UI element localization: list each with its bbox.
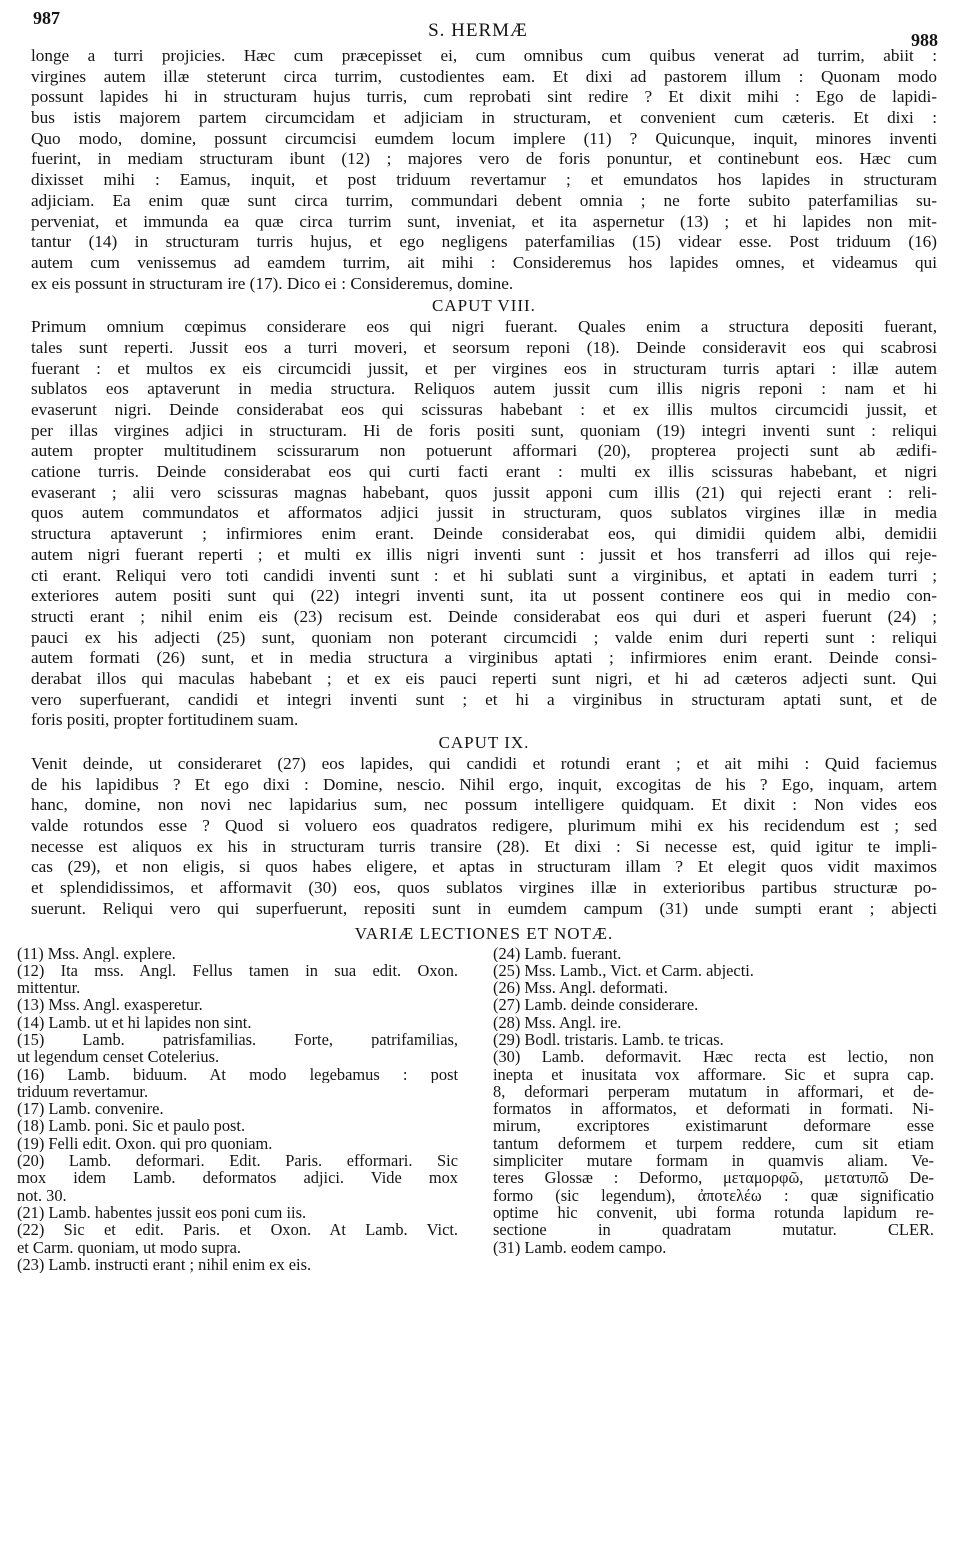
note-line: (11) Mss. Angl. explere. — [17, 944, 176, 962]
note-line: (22) Sic et edit. Paris. et Oxon. At Lamb. Vict. — [17, 1221, 458, 1239]
notes-section — [17, 944, 937, 1325]
note-line: (15) Lamb. patrisfamilias. Forte, patrifamilias, — [17, 1030, 458, 1049]
text-line: fuerant : et multos ex eis circumcidi jussit, et per virgines eos in structuram turris aptari : illæ autem — [31, 358, 937, 378]
text-line: virgines autem illæ steterunt circa turrim, custodientes eam. Et dixi ad pastorem illum : Quonam modo — [31, 66, 937, 86]
text-line: derabat illos qui maculas habebant ; et ex eis pauci reperti sunt nigri, et hi ad cæteros adjecti sunt. Qui — [31, 668, 937, 688]
note-line: (25) Mss. Lamb., Vict. et Carm. abjecti. — [493, 961, 754, 980]
note-line: formatos in afformatos, et deformati in formati. Ni- — [493, 1100, 934, 1118]
text-line: pauci ex his adjecti (25) sunt, quoniam non poterant circumcidi ; valde enim duri reperti sunt : reliqui — [31, 627, 937, 647]
chapter-8-heading: CAPUT VIII. — [432, 296, 536, 316]
page-number-right: 988 — [911, 30, 938, 50]
note-line: (16) Lamb. biduum. At modo legebamus : post — [17, 1065, 458, 1083]
text-line: fuerint, in mediam structuram ibunt (12) ; majores vero de foris ponuntur, et continebunt eos. Hæc cum — [31, 149, 937, 169]
note-line: (23) Lamb. instructi erant ; nihil enim ex eis. — [17, 1255, 312, 1274]
text-line: structi erant ; nihil enim eis (23) recisum est. Deinde considerabat eos qui duri et asperi fuerunt (24) ; — [31, 606, 937, 626]
text-line: suerunt. Reliqui vero qui superfuerunt, repositi sunt in eumdem campum (31) unde sumpti erant ; abjecti — [31, 898, 937, 918]
note-line: mox idem Lamb. deformatos adjici. Vide mox — [17, 1169, 458, 1187]
running-title: S. HERMÆ — [428, 20, 528, 41]
note-line: (27) Lamb. deinde considerare. — [493, 996, 699, 1014]
text-line: quos autem commundatos et afformatos adjici jussit in structuram, quos sublatos virgines illæ in media — [31, 503, 937, 523]
intro-paragraph — [31, 46, 937, 294]
text-line: Quo modo, domine, possunt circumcisi eumdem locum implere (11) ? Quicunque, inquit, minores inventi — [31, 128, 937, 148]
note-line: optime hic convenit, ubi forma rotunda lapidum re- — [493, 1203, 934, 1222]
text-line: structura aptaverunt ; infirmiores enim erant. Deinde considerabat eos, qui dimidii quidem albi, demidii — [31, 524, 937, 544]
text-line: autem propter multitudinem scissurarum non potuerunt afformari (20), propterea projecti sunt ab ædifi- — [31, 441, 937, 461]
chapter-9-heading: CAPUT IX. — [438, 733, 530, 752]
note-line: triduum revertamur. — [17, 1082, 149, 1101]
note-line: (12) Ita mss. Angl. Fellus tamen in sua edit. Oxon. — [17, 961, 458, 980]
chapter-9-paragraph — [31, 754, 937, 920]
text-line: cas (29), et non eligis, si quos habes eligere, et aptas in structuram illam ? Et elegit quos vidit maximos — [31, 857, 937, 877]
text-line: sublatos eos aptaverunt in media structura. Reliquos autem jussit cum illis nigris reponi : nam et hi — [31, 379, 937, 399]
text-line: adjiciam. Ea enim quæ sunt circa turrim, commundari debent omnia ; ne forte subito paterfamilias su- — [31, 190, 937, 210]
note-line: (30) Lamb. deformavit. Hæc recta est lectio, non — [493, 1048, 934, 1066]
note-line: formo (sic legendum), ἀποτελέω : quæ significatio — [493, 1186, 934, 1204]
text-line: Primum omnium cœpimus considerare eos qui nigri fuerant. Quales enim a structura depositi fuerant, — [31, 317, 937, 337]
text-line: valde rotundos esse ? Quod si voluero eos quadratos redigere, plurimum mihi ex his recidendum est ; sed — [31, 816, 937, 836]
text-line: de his lapidibus ? Et ego dixi : Domine, nescio. Nihil ergo, inquit, excogitas de his ? Ego, inquam, artem — [31, 774, 937, 794]
text-line: tantur (14) in structuram turris hujus, et ego negligens paterfamilias (15) videar esse. Post triduum (16) — [31, 232, 937, 252]
note-line: inepta et inusitata vox afformare. Sic et supra cap. — [493, 1065, 934, 1083]
note-line: mittentur. — [17, 979, 81, 997]
note-line: (26) Mss. Angl. deformati. — [493, 979, 668, 997]
notes-left-column — [17, 945, 458, 1274]
notes-heading: VARIÆ LECTIONES ET NOTÆ. — [354, 923, 614, 943]
text-line: catione turris. Deinde considerabat eos qui curti facti erant : multi ex illis scissuras habebant, et nigri — [31, 462, 937, 482]
note-line: (24) Lamb. fuerant. — [493, 944, 622, 962]
text-line: perveniat, et immunda ea quæ circa turrim sunt, inveniat, et ita aspernetur (13) ; et hi lapides non mit- — [31, 211, 937, 231]
text-line: evaserunt nigri. Deinde considerabat eos qui scissuras habebant : et ex illis multos circumcidi jussit, et — [31, 400, 937, 419]
text-line: dixisset mihi : Eamus, inquit, et post triduum revertamur ; et emundatos hos lapides in structuram — [31, 170, 937, 190]
text-line: necesse est aliquos ex his in structuram turris transire (28). Et dixi : Si necesse est, quid igitur te impli- — [31, 836, 937, 856]
text-line: Venit deinde, ut consideraret (27) eos lapides, qui candidi et rotundi erant ; et ait mihi : Quid faciemus — [31, 754, 937, 773]
text-line: autem nigri fuerant reperti ; et multi ex illis nigri inventi sunt : jussit et hos transferri ad illos qui reje- — [31, 544, 937, 564]
note-line: not. 30. — [17, 1186, 67, 1204]
text-line: hanc, domine, non novi nec lapidarius sum, nec possum intelligere quidquam. Et dixit : Non vides eos — [31, 795, 937, 815]
note-line: (17) Lamb. convenire. — [17, 1100, 164, 1118]
text-line: bus istis majorem partem circumcidam et adjiciam in structuram, et convenient cum cæteris. Et dixi : — [31, 108, 937, 128]
text-line: et splendidissimos, et afformavit (30) eos, quos sublatos virgines illæ in exterioribus partibus structuræ po- — [31, 878, 937, 898]
note-line: (14) Lamb. ut et hi lapides non sint. — [17, 1013, 252, 1031]
note-line: (21) Lamb. habentes jussit eos poni cum iis. — [17, 1203, 307, 1222]
note-line: tantum deformem et turpem reddere, cum sit etiam — [493, 1134, 934, 1153]
note-line: 8, deformari perperam mutatum in afformari, et de- — [493, 1082, 934, 1101]
note-line: simpliciter mutare formam in quamvis aliam. Ve- — [493, 1152, 934, 1170]
note-line: (28) Mss. Angl. ire. — [493, 1013, 622, 1031]
note-line: mirum, excriptores existimarunt deformare esse — [493, 1117, 934, 1135]
text-line: autem formati (26) sunt, et in media structura a virginibus aptati ; infirmiores enim erant. Deinde consi- — [31, 648, 937, 668]
note-line: et Carm. quoniam, ut modo supra. — [17, 1238, 241, 1256]
note-line: teres Glossæ : Deformo, μεταμορφῶ, μετατυπῶ De- — [493, 1169, 934, 1187]
note-line: ut legendum censet Cotelerius. — [17, 1048, 220, 1066]
text-line: possunt lapides hi in structuram hujus turris, cum reprobati sint redire ? Et dixit mihi : Ego de lapidi- — [31, 87, 937, 107]
chapter-8-paragraph — [31, 317, 937, 731]
note-line: (19) Felli edit. Oxon. qui pro quoniam. — [17, 1134, 273, 1153]
note-line: (31) Lamb. eodem campo. — [493, 1238, 667, 1256]
note-line: (13) Mss. Angl. exasperetur. — [17, 996, 203, 1014]
text-line: cti erant. Reliqui vero toti candidi inventi sunt : et hi sublati sunt a virginibus, et aptati in eadem turri ; — [31, 565, 937, 585]
notes-right-column — [493, 945, 934, 1256]
note-line: (29) Bodl. tristaris. Lamb. te tricas. — [493, 1030, 724, 1049]
main-text — [17, 46, 937, 1325]
text-line: evaserant ; alii vero scissuras magnas habebant, quos jussit apponi cum illis (21) qui rejecti erant : reli- — [31, 482, 937, 502]
page-number-left: 987 — [33, 8, 60, 28]
note-line: sectione in quadratam mutatur. CLER. — [493, 1221, 934, 1239]
note-line: (20) Lamb. deformari. Edit. Paris. efformari. Sic — [17, 1152, 458, 1170]
text-line: longe a turri projicies. Hæc cum præcepisset ei, cum omnibus cum quibus venerat ad turrim, abiit : — [31, 46, 937, 65]
text-line: per illas virgines adjici in structuram. Hi de foris positi sunt, quoniam (19) integri inventi sunt : reliqui — [31, 420, 937, 440]
text-line: vero superfuerant, candidi et integri inventi sunt ; et hi a virginibus in structuram aptati sunt, et de — [31, 689, 937, 709]
text-line: ex eis possunt in structuram ire (17). Dico ei : Consideremus, domine. — [31, 273, 514, 293]
text-line: exteriores autem positi sunt qui (22) integri inventi sunt, ita ut possent continere eos qui in medio con- — [31, 586, 937, 606]
text-line: tales sunt reperti. Jussit eos a turri moveri, et seorsum reponi (18). Deinde consideravit eos qui scabrosi — [31, 337, 937, 357]
note-line: (18) Lamb. poni. Sic et paulo post. — [17, 1117, 246, 1135]
text-line: autem cum venissemus ad eamdem turrim, ait mihi : Consideremus hos lapides omnes, et videamus qui — [31, 252, 937, 272]
text-line: foris positi, propter fortitudinem suam. — [31, 710, 299, 730]
